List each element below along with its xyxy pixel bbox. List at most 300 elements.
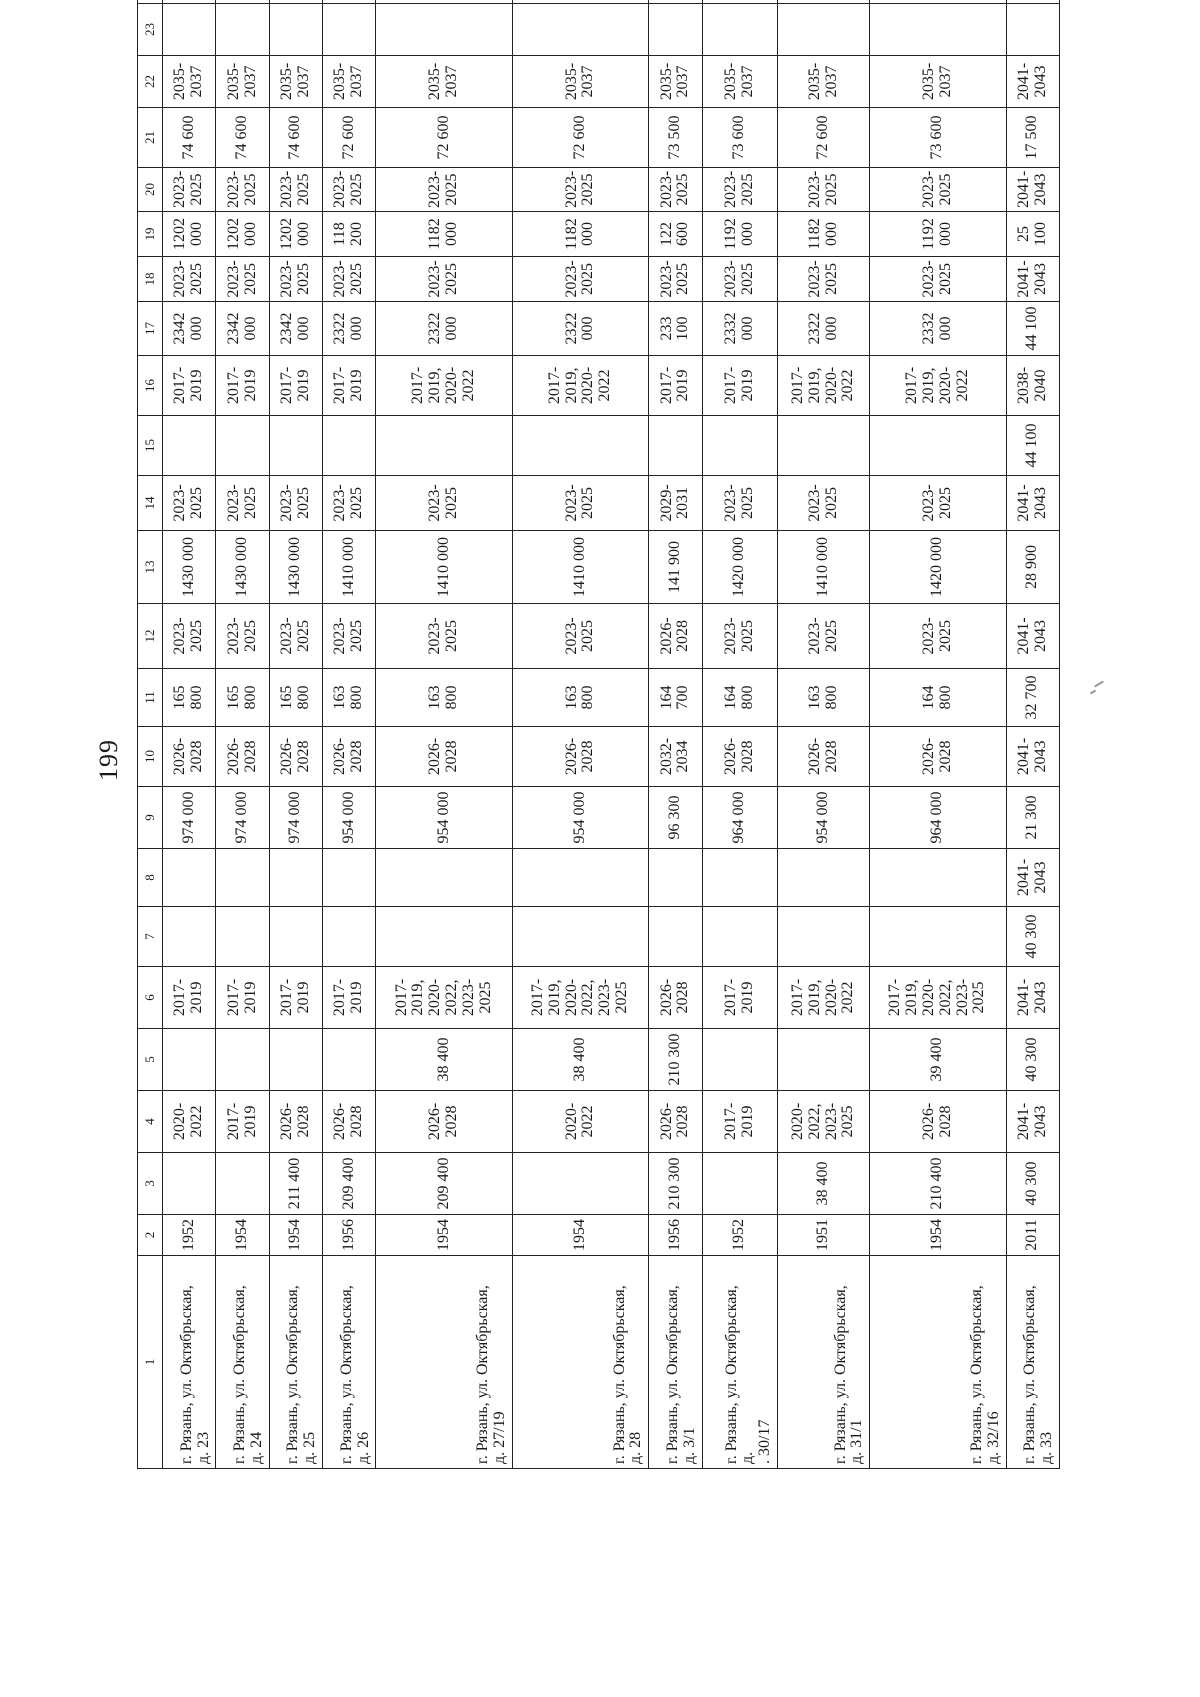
table-cell: 2017- 2019 [216, 967, 269, 1029]
table-container [137, 23, 1060, 1469]
table-cell [216, 416, 269, 476]
table-cell: 2023- 2025 [323, 604, 376, 669]
table-cell: 2322 000 [512, 302, 648, 356]
table-cell: 2035- 2037 [777, 56, 869, 108]
page-number: 199 [94, 739, 123, 781]
table-cell: 32 700 [1006, 669, 1059, 727]
table-cell: 1202 000 [216, 212, 269, 257]
table-row [777, 0, 869, 1469]
column-header: 10 [138, 727, 163, 787]
scan-mark [1094, 681, 1104, 688]
table-cell: 2041- 2043 [1006, 967, 1059, 1029]
table-row [702, 0, 777, 1469]
table-cell: 2023- 2025 [512, 604, 648, 669]
table-cell: 2017- 2019, 2020- 2022 [512, 356, 648, 416]
table-cell: 165 800 [163, 669, 216, 727]
table-cell: 2322 000 [323, 302, 376, 356]
table-cell: 163 800 [512, 669, 648, 727]
table-cell: 2342 000 [216, 302, 269, 356]
table-cell: 40 300 [1006, 1153, 1059, 1215]
table-cell [376, 0, 512, 4]
table-cell [512, 907, 648, 967]
table-cell [163, 0, 216, 4]
table-cell: 2017- 2019 [216, 356, 269, 416]
table-cell [216, 907, 269, 967]
table-cell: 165 800 [216, 669, 269, 727]
table-row [376, 0, 512, 1469]
table-cell [777, 907, 869, 967]
table-cell: 209 400 [323, 1153, 376, 1215]
table-cell: 38 400 [512, 1029, 648, 1091]
table-cell: 141 900 [649, 531, 702, 604]
table-cell [702, 1153, 777, 1215]
table-cell [702, 1029, 777, 1091]
address-cell: г. Рязань, ул. Октябрьская, д. 23 [163, 1256, 216, 1469]
table-cell: 74 600 [163, 108, 216, 168]
table-cell: 2011 [1006, 1215, 1059, 1256]
table-cell: 2032- 2034 [649, 727, 702, 787]
table-cell [269, 849, 322, 907]
table-cell: 2041- 2043 [1006, 257, 1059, 302]
table-cell: 2023- 2025 [269, 168, 322, 212]
table-cell: 2023- 2025 [870, 168, 1006, 212]
table-cell: 164 800 [702, 669, 777, 727]
data-table [137, 0, 1060, 1469]
column-header: 22 [138, 56, 163, 108]
table-cell: 2035- 2037 [702, 56, 777, 108]
table-cell: 164 700 [649, 669, 702, 727]
column-header: 11 [138, 669, 163, 727]
table-cell: 1420 000 [870, 531, 1006, 604]
table-cell: 2035- 2037 [216, 56, 269, 108]
table-cell: 74 600 [269, 108, 322, 168]
table-cell: 1952 [702, 1215, 777, 1256]
table-cell: 163 800 [376, 669, 512, 727]
table-cell: 2035- 2037 [870, 56, 1006, 108]
table-cell: 2023- 2025 [376, 476, 512, 531]
table-cell: 163 800 [777, 669, 869, 727]
table-cell: 2342 000 [269, 302, 322, 356]
table-cell [163, 1153, 216, 1215]
table-cell: 209 400 [376, 1153, 512, 1215]
table-cell [702, 4, 777, 56]
address-cell: г. Рязань, ул. Октябрьская, д. 24 [216, 1256, 269, 1469]
table-row [1006, 0, 1059, 1469]
table-cell: 2342 000 [163, 302, 216, 356]
table-cell [269, 1029, 322, 1091]
table-cell [216, 1153, 269, 1215]
table-cell: 40 300 [1006, 1029, 1059, 1091]
table-cell: 2023- 2025 [269, 476, 322, 531]
header-row [138, 0, 163, 1469]
table-cell: 2023- 2025 [269, 257, 322, 302]
table-cell [649, 4, 702, 56]
column-header: 8 [138, 849, 163, 907]
table-cell: 2026- 2028 [323, 727, 376, 787]
table-cell [269, 4, 322, 56]
table-cell: 2023- 2025 [216, 257, 269, 302]
table-cell: 2023- 2025 [163, 168, 216, 212]
column-header: 23 [138, 4, 163, 56]
table-cell [777, 416, 869, 476]
table-cell: 2035- 2037 [323, 56, 376, 108]
table-cell: 2026- 2028 [512, 727, 648, 787]
table-cell [512, 416, 648, 476]
table-cell: 1951 [777, 1215, 869, 1256]
table-row [649, 0, 702, 1469]
table-cell: 974 000 [269, 787, 322, 849]
address-cell: г. Рязань, ул. Октябрьская, д. 33 [1006, 1256, 1059, 1469]
table-cell: 2026- 2028 [376, 727, 512, 787]
table-cell: 2023- 2025 [870, 257, 1006, 302]
table-cell: 2017- 2019 [269, 356, 322, 416]
table-cell: 974 000 [163, 787, 216, 849]
table-cell [870, 4, 1006, 56]
table-cell: 2041- 2043 [1006, 849, 1059, 907]
column-header: 4 [138, 1091, 163, 1153]
table-cell: 2026- 2028 [649, 967, 702, 1029]
table-cell [216, 849, 269, 907]
table-cell: 21 300 [1006, 787, 1059, 849]
table-cell: 163 800 [323, 669, 376, 727]
table-cell: 1410 000 [512, 531, 648, 604]
table-cell: 210 400 [870, 1153, 1006, 1215]
column-header: 12 [138, 604, 163, 669]
table-cell: 28 900 [1006, 531, 1059, 604]
table-cell: 2017- 2019 [323, 967, 376, 1029]
table-cell: 2041- 2043 [1006, 56, 1059, 108]
table-cell [777, 0, 869, 4]
table-cell: 1410 000 [376, 531, 512, 604]
table-cell [870, 907, 1006, 967]
table-cell: 1182 000 [512, 212, 648, 257]
table-cell: 165 800 [269, 669, 322, 727]
table-cell [870, 416, 1006, 476]
table-cell: 2023- 2025 [376, 257, 512, 302]
table-cell: 2017- 2019 [323, 356, 376, 416]
table-cell: 2023- 2025 [702, 476, 777, 531]
table-cell: 1430 000 [216, 531, 269, 604]
column-header: 15 [138, 416, 163, 476]
table-cell: 1954 [870, 1215, 1006, 1256]
table-cell: 2035- 2037 [163, 56, 216, 108]
table-row [269, 0, 322, 1469]
table-cell [216, 1029, 269, 1091]
column-header [138, 0, 163, 4]
table-cell: 2023- 2025 [163, 257, 216, 302]
table-cell: 74 600 [216, 108, 269, 168]
table-cell: 964 000 [702, 787, 777, 849]
table-cell: 164 800 [870, 669, 1006, 727]
table-cell [269, 416, 322, 476]
table-cell: 2017- 2019, 2020- 2022, 2023- 2025 [376, 967, 512, 1029]
table-cell: 2020- 2022, 2023- 2025 [777, 1091, 869, 1153]
table-cell: 1202 000 [163, 212, 216, 257]
table-cell: 2023- 2025 [163, 476, 216, 531]
table-cell [376, 907, 512, 967]
table-cell: 1410 000 [777, 531, 869, 604]
table-cell: 2041- 2043 [1006, 604, 1059, 669]
table-cell [163, 1029, 216, 1091]
table-cell: 2020- 2022 [512, 1091, 648, 1153]
table-cell: 2041- 2043 [1006, 727, 1059, 787]
column-header: 1 [138, 1256, 163, 1469]
table-cell [269, 0, 322, 4]
table-cell: 2026- 2028 [323, 1091, 376, 1153]
table-cell: 974 000 [216, 787, 269, 849]
column-header: 7 [138, 907, 163, 967]
address-cell: г. Рязань, ул. Октябрьская, д. 27/19 [376, 1256, 512, 1469]
table-cell: 2023- 2025 [777, 257, 869, 302]
table-cell: 2023- 2025 [376, 604, 512, 669]
table-cell: 38 400 [376, 1029, 512, 1091]
table-cell: 1430 000 [269, 531, 322, 604]
table-cell: 2017- 2019 [216, 1091, 269, 1153]
table-cell: 2023- 2025 [216, 604, 269, 669]
table-cell: 2023- 2025 [702, 257, 777, 302]
table-cell [512, 849, 648, 907]
table-cell: 2035- 2037 [649, 56, 702, 108]
table-cell [163, 416, 216, 476]
table-cell: 2026- 2028 [216, 727, 269, 787]
table-cell [216, 4, 269, 56]
table-cell [323, 416, 376, 476]
table-cell [777, 849, 869, 907]
table-cell [376, 849, 512, 907]
table-cell: 2041- 2043 [1006, 1091, 1059, 1153]
table-cell: 954 000 [777, 787, 869, 849]
table-cell: 210 300 [649, 1153, 702, 1215]
table-cell: 2017- 2019, 2020- 2022, 2023- 2025 [870, 967, 1006, 1029]
table-cell [512, 1153, 648, 1215]
column-header: 19 [138, 212, 163, 257]
table-cell: 1182 000 [376, 212, 512, 257]
table-cell: 39 400 [870, 1029, 1006, 1091]
table-cell: 2023- 2025 [649, 168, 702, 212]
table-cell [323, 849, 376, 907]
table-cell: 954 000 [376, 787, 512, 849]
table-cell: 2332 000 [702, 302, 777, 356]
table-cell [649, 849, 702, 907]
address-cell: г. Рязань, ул. Октябрьская, д. . 30/17 [702, 1256, 777, 1469]
table-row [512, 0, 648, 1469]
table-cell: 1420 000 [702, 531, 777, 604]
table-cell: 73 600 [870, 108, 1006, 168]
table-cell [702, 907, 777, 967]
column-header: 13 [138, 531, 163, 604]
table-cell: 1410 000 [323, 531, 376, 604]
table-cell: 2017- 2019, 2020- 2022, 2023- 2025 [512, 967, 648, 1029]
table-cell: 2017- 2019 [702, 356, 777, 416]
table-cell: 2017- 2019 [163, 356, 216, 416]
table-cell: 2017- 2019 [702, 1091, 777, 1153]
table-cell [163, 849, 216, 907]
table-cell: 2023- 2025 [702, 604, 777, 669]
table-cell: 2017- 2019 [649, 356, 702, 416]
table-cell: 2035- 2037 [512, 56, 648, 108]
table-cell [870, 0, 1006, 4]
table-cell: 2026- 2028 [163, 727, 216, 787]
table-cell: 2322 000 [777, 302, 869, 356]
column-header: 17 [138, 302, 163, 356]
table-cell: 96 300 [649, 787, 702, 849]
table-cell: 2322 000 [376, 302, 512, 356]
table-cell: 233 100 [649, 302, 702, 356]
table-cell: 2023- 2025 [702, 168, 777, 212]
table-cell: 2023- 2025 [777, 476, 869, 531]
address-cell: г. Рязань, ул. Октябрьская, д. 3/1 [649, 1256, 702, 1469]
column-header: 18 [138, 257, 163, 302]
table-cell [376, 416, 512, 476]
table-cell: 1182 000 [777, 212, 869, 257]
address-cell: г. Рязань, ул. Октябрьская, д. 31/1 [777, 1256, 869, 1469]
table-cell: 44 100 [1006, 302, 1059, 356]
table-cell: 1192 000 [702, 212, 777, 257]
address-cell: г. Рязань, ул. Октябрьская, д. 26 [323, 1256, 376, 1469]
column-header: 9 [138, 787, 163, 849]
table-cell: 2026- 2028 [870, 727, 1006, 787]
table-cell: 1192 000 [870, 212, 1006, 257]
table-cell: 1956 [323, 1215, 376, 1256]
table-cell: 2023- 2025 [323, 476, 376, 531]
table-cell [216, 0, 269, 4]
table-cell [1006, 0, 1059, 4]
table-cell: 2026- 2028 [870, 1091, 1006, 1153]
table-cell: 1954 [269, 1215, 322, 1256]
table-cell: 1430 000 [163, 531, 216, 604]
table-cell: 954 000 [512, 787, 648, 849]
address-cell: г. Рязань, ул. Октябрьская, д. 25 [269, 1256, 322, 1469]
table-cell [323, 907, 376, 967]
table-cell: 1954 [512, 1215, 648, 1256]
table-cell [323, 1029, 376, 1091]
table-cell: 2023- 2025 [512, 476, 648, 531]
table-cell: 2017- 2019, 2020- 2022 [376, 356, 512, 416]
table-cell: 2023- 2025 [216, 476, 269, 531]
table-cell [702, 0, 777, 4]
table-cell: 211 400 [269, 1153, 322, 1215]
table-cell [870, 849, 1006, 907]
table-cell: 2017- 2019 [163, 967, 216, 1029]
table-cell: 2041- 2043 [1006, 168, 1059, 212]
table-cell: 2035- 2037 [269, 56, 322, 108]
table-cell: 2026- 2028 [376, 1091, 512, 1153]
table-cell: 73 500 [649, 108, 702, 168]
table-cell [649, 907, 702, 967]
table-cell: 2038- 2040 [1006, 356, 1059, 416]
table-cell [163, 4, 216, 56]
table-cell: 210 300 [649, 1029, 702, 1091]
table-cell: 2023- 2025 [512, 168, 648, 212]
table-cell: 2035- 2037 [376, 56, 512, 108]
table-cell: 2017- 2019, 2020- 2022 [870, 356, 1006, 416]
table-cell: 72 600 [777, 108, 869, 168]
table-cell: 2026- 2028 [269, 1091, 322, 1153]
table-cell [512, 0, 648, 4]
table-cell [163, 907, 216, 967]
column-header: 14 [138, 476, 163, 531]
table-cell [777, 1029, 869, 1091]
table-cell [323, 0, 376, 4]
column-header: 5 [138, 1029, 163, 1091]
table-row [216, 0, 269, 1469]
table-cell: 2023- 2025 [870, 604, 1006, 669]
table-cell [269, 907, 322, 967]
address-cell: г. Рязань, ул. Октябрьская, д. 28 [512, 1256, 648, 1469]
table-cell: 2026- 2028 [777, 727, 869, 787]
table-cell: 2041- 2043 [1006, 476, 1059, 531]
table-cell: 1956 [649, 1215, 702, 1256]
table-cell: 44 100 [1006, 416, 1059, 476]
table-cell: 964 000 [870, 787, 1006, 849]
table-cell: 2023- 2025 [216, 168, 269, 212]
table-cell [323, 4, 376, 56]
table-cell [777, 4, 869, 56]
table-cell: 2023- 2025 [512, 257, 648, 302]
table-cell: 2332 000 [870, 302, 1006, 356]
table-row [163, 0, 216, 1469]
scan-mark [1090, 690, 1096, 695]
column-header: 3 [138, 1153, 163, 1215]
table-cell: 40 300 [1006, 907, 1059, 967]
table-cell: 1202 000 [269, 212, 322, 257]
table-cell: 1952 [163, 1215, 216, 1256]
table-cell: 2026- 2028 [702, 727, 777, 787]
table-cell [649, 0, 702, 4]
table-cell: 2020- 2022 [163, 1091, 216, 1153]
table-cell: 954 000 [323, 787, 376, 849]
table-cell: 2026- 2028 [649, 604, 702, 669]
column-header: 20 [138, 168, 163, 212]
table-cell: 2029- 2031 [649, 476, 702, 531]
table-cell: 2023- 2025 [777, 604, 869, 669]
table-cell: 38 400 [777, 1153, 869, 1215]
table-cell: 2017- 2019, 2020- 2022 [777, 967, 869, 1029]
table-cell [376, 4, 512, 56]
column-header: 2 [138, 1215, 163, 1256]
table-cell: 2023- 2025 [777, 168, 869, 212]
table-body [163, 0, 1060, 1469]
table-cell: 2023- 2025 [870, 476, 1006, 531]
table-cell [649, 416, 702, 476]
table-cell: 25 100 [1006, 212, 1059, 257]
table-cell: 72 600 [323, 108, 376, 168]
table-cell: 2017- 2019 [269, 967, 322, 1029]
table-cell: 118 200 [323, 212, 376, 257]
table-cell: 2017- 2019 [702, 967, 777, 1029]
table-cell: 2023- 2025 [376, 168, 512, 212]
table-cell [702, 849, 777, 907]
column-header: 6 [138, 967, 163, 1029]
table-cell: 2023- 2025 [269, 604, 322, 669]
table-cell: 2017- 2019, 2020- 2022 [777, 356, 869, 416]
table-cell [1006, 4, 1059, 56]
table-cell: 1954 [376, 1215, 512, 1256]
table-cell: 73 600 [702, 108, 777, 168]
table-cell [512, 4, 648, 56]
table-cell: 122 600 [649, 212, 702, 257]
table-cell: 72 600 [512, 108, 648, 168]
table-cell: 2026- 2028 [269, 727, 322, 787]
column-header: 21 [138, 108, 163, 168]
table-cell [702, 416, 777, 476]
table-cell: 2023- 2025 [323, 168, 376, 212]
table-cell: 2023- 2025 [323, 257, 376, 302]
table-row [323, 0, 376, 1469]
table-cell: 72 600 [376, 108, 512, 168]
table-cell: 17 500 [1006, 108, 1059, 168]
table-cell: 2023- 2025 [649, 257, 702, 302]
